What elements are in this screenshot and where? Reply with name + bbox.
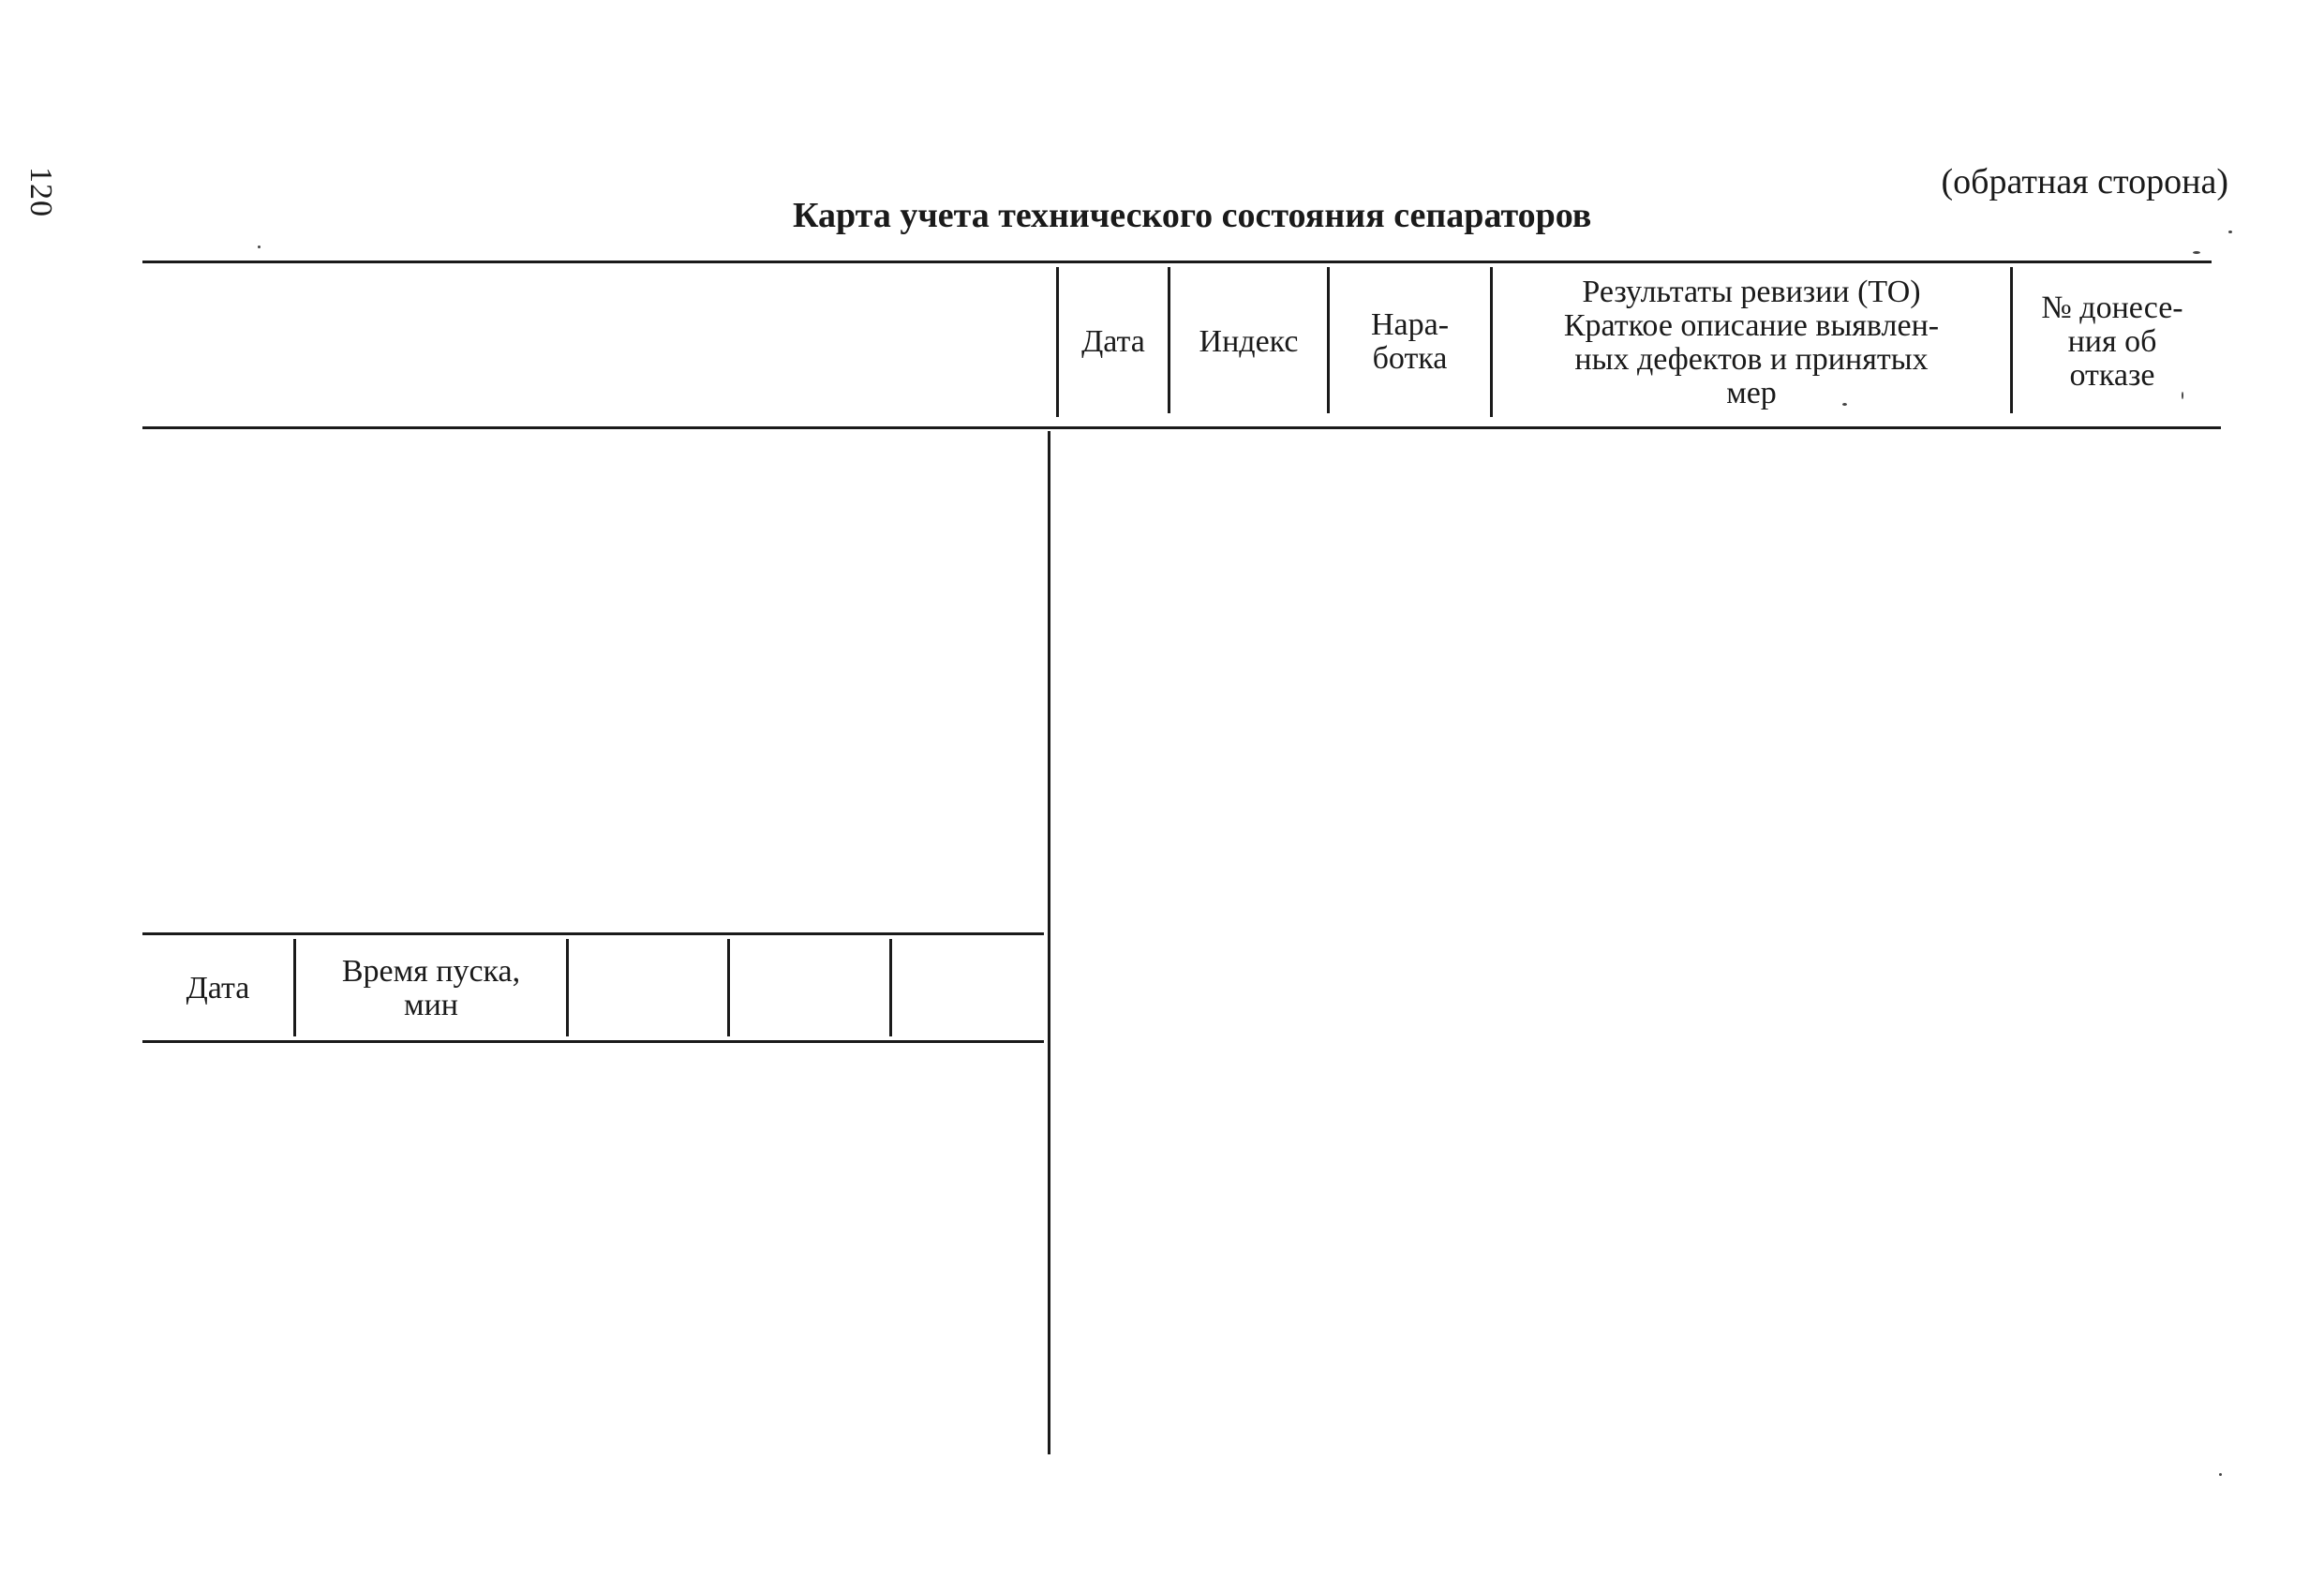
side-note: (обратная сторона): [1941, 162, 2228, 201]
start-table-empty-col: [569, 937, 727, 1040]
header-inspection-results: Результаты ревизии (ТО) Краткое описание выявлен- ных дефектов и принятых мер: [1563, 275, 1940, 410]
start-table-empty-col: [892, 937, 1044, 1040]
header-date: Дата: [1081, 324, 1145, 359]
scan-speck: [2193, 251, 2200, 254]
start-table-date: Дата: [186, 971, 250, 1006]
scan-speck: [258, 246, 261, 248]
header-runtime: Нара- ботка: [1370, 307, 1450, 376]
scan-speck: [2182, 392, 2183, 399]
header-failure-report-number: № донесе- ния об отказе: [2041, 290, 2183, 393]
start-table-empty-col: [730, 937, 889, 1040]
page-title: Карта учета технического состояния сепараторов: [793, 196, 1592, 235]
scan-speck: [2219, 1473, 2222, 1476]
scan-speck: [1842, 403, 1847, 406]
page-number: 120: [23, 167, 58, 217]
header-index: Индекс: [1199, 324, 1299, 359]
header-top-rule: [142, 261, 2212, 263]
page-center-divider: [1048, 431, 1050, 1454]
start-table-bottom-rule: [142, 1040, 1044, 1043]
start-table-top-rule: [142, 932, 1044, 935]
start-table-start-time: Время пуска, мин: [341, 954, 521, 1022]
header-bottom-rule: [142, 426, 2221, 429]
scan-speck: [2228, 231, 2232, 233]
